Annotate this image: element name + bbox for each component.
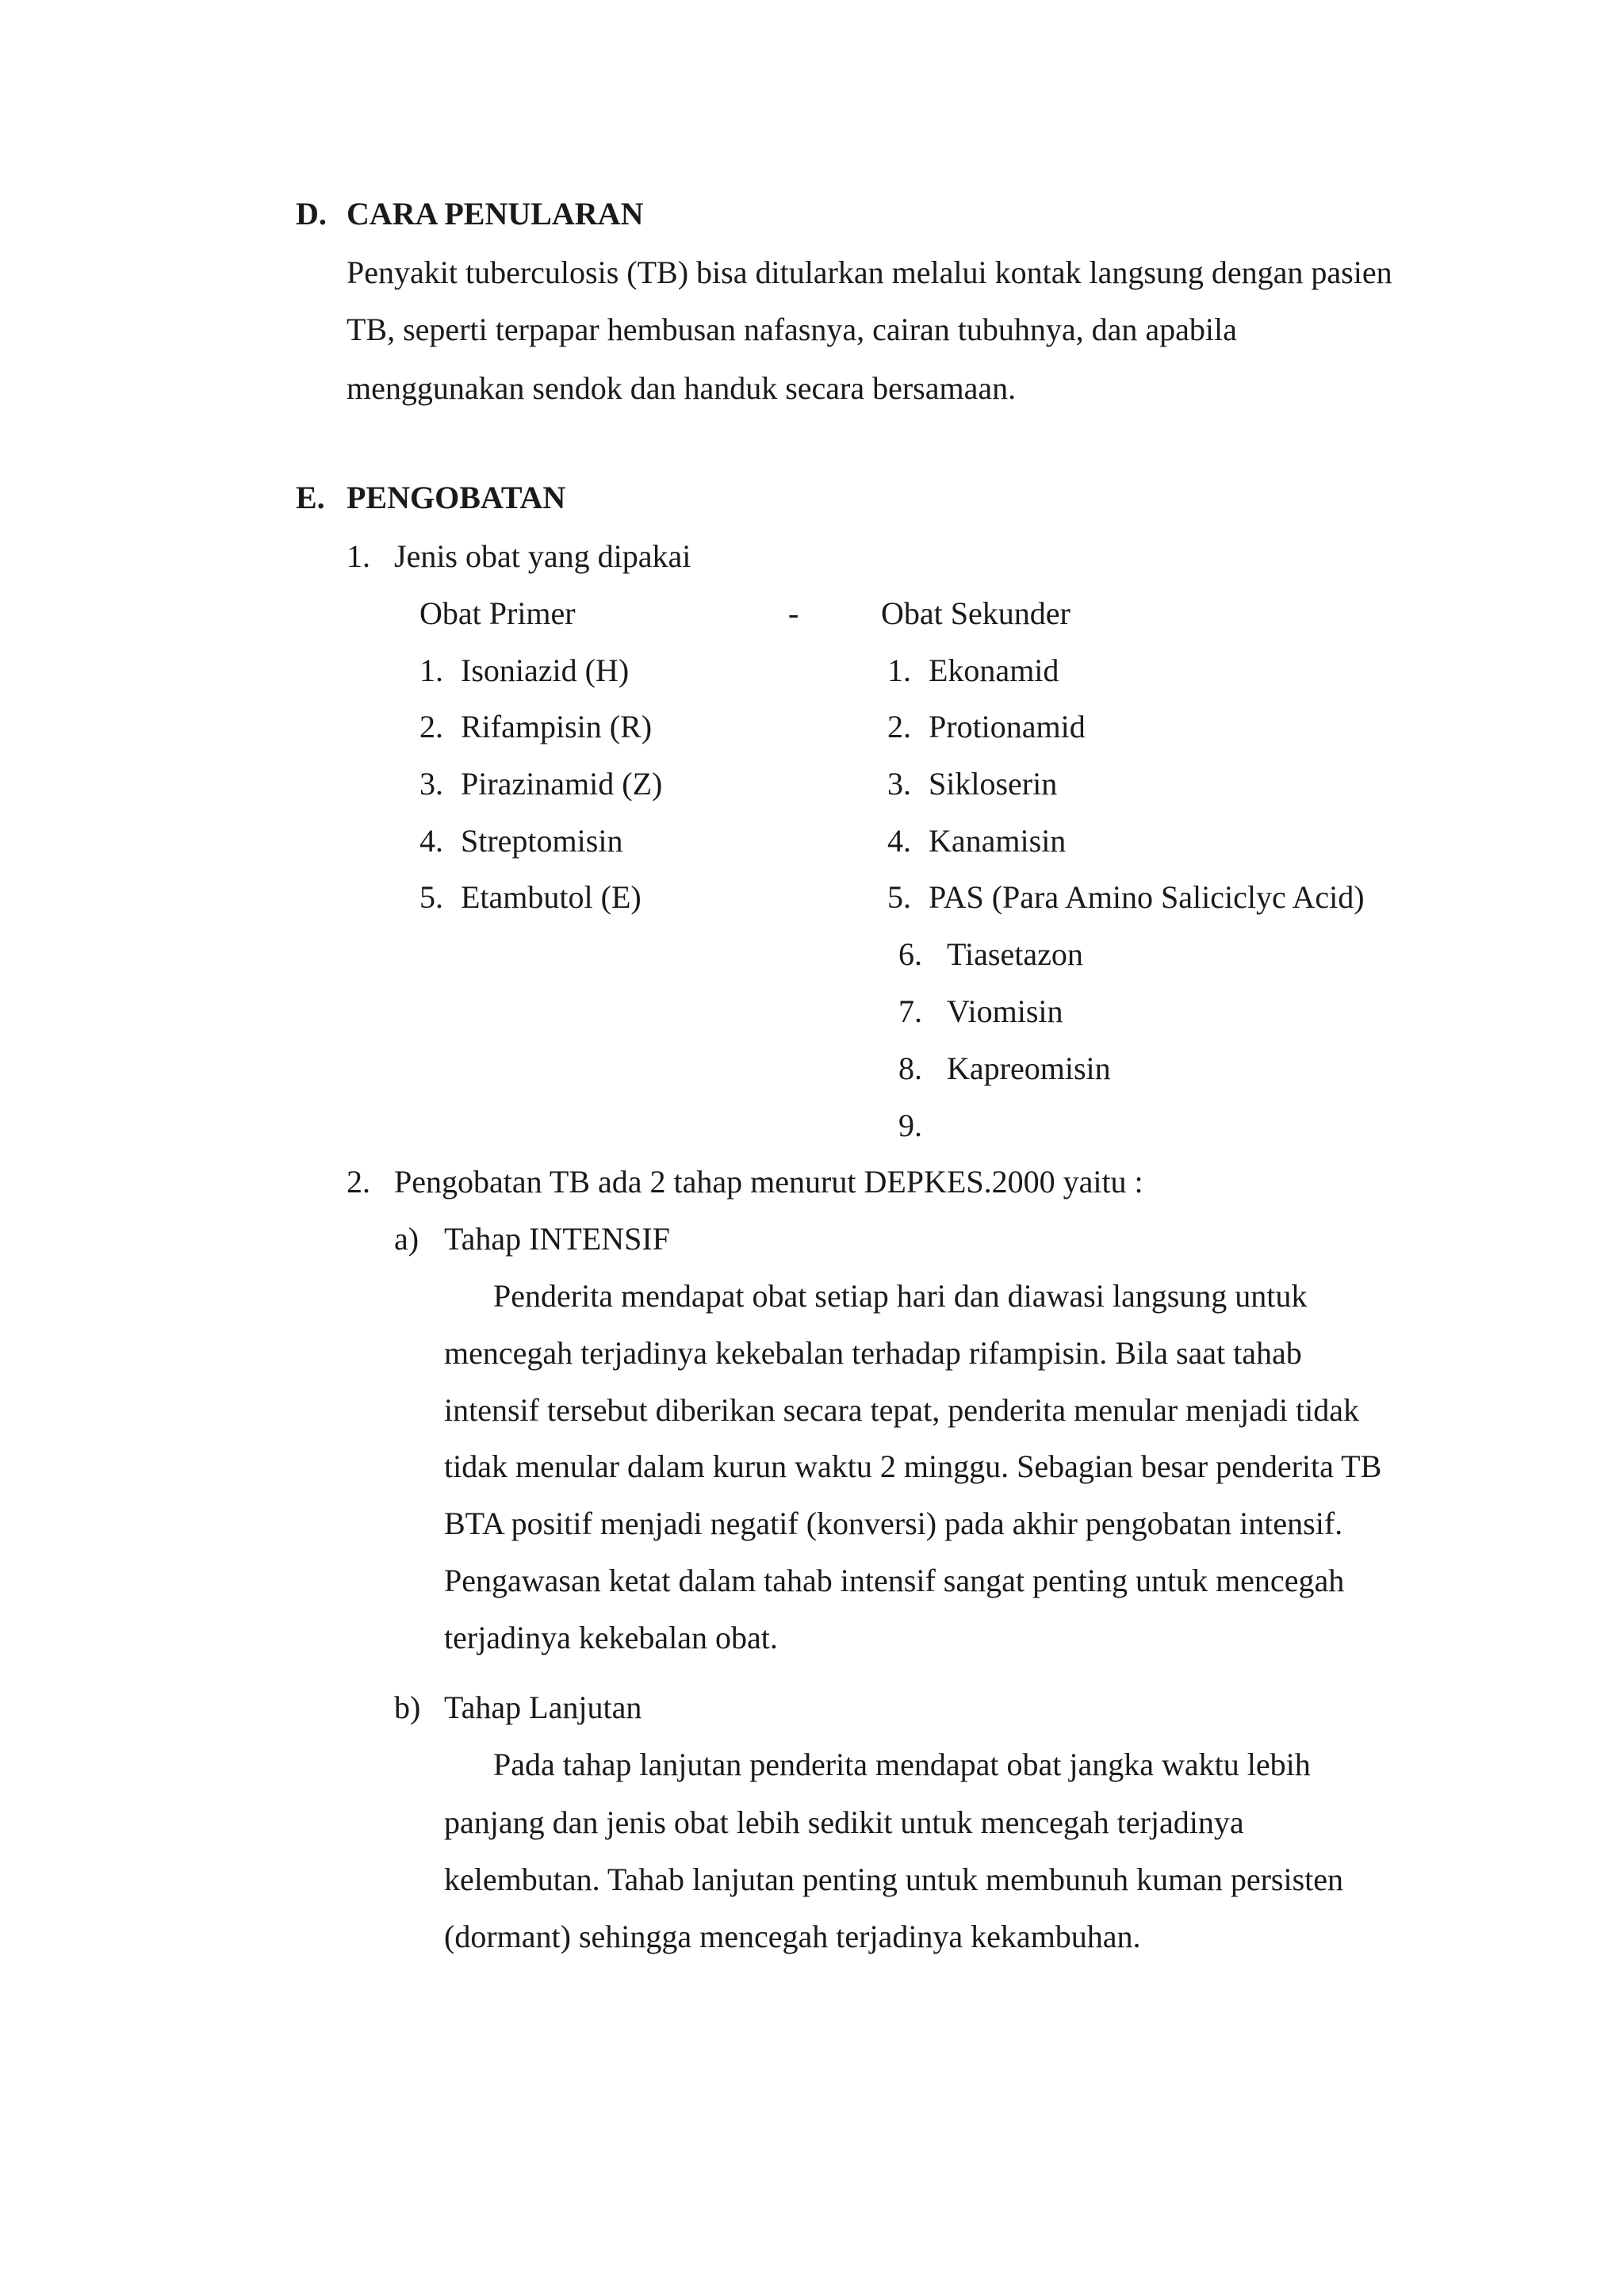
primary-drug-number: 1. [419, 652, 443, 688]
section-d-line-3: menggunakan sendok dan handuk secara bersamaan. [347, 370, 1017, 406]
stage-a-line-5: BTA positif menjadi negatif (konversi) pada akhir pengobatan intensif. [444, 1506, 1343, 1541]
primary-drug-number: 3. [419, 766, 443, 802]
stage-a-line-3: intensif tersebut diberikan secara tepat, penderita menular menjadi tidak [444, 1392, 1359, 1428]
item-1-text: Jenis obat yang dipakai [394, 538, 691, 574]
secondary-drug-name: Kapreomisin [947, 1050, 1111, 1086]
secondary-drug-name: Ekonamid [929, 652, 1059, 688]
secondary-drug-number: 1. [887, 652, 911, 688]
secondary-drug-name: PAS (Para Amino Saliciclyc Acid) [929, 879, 1365, 915]
primary-drug-name: Isoniazid (H) [461, 652, 630, 688]
primary-drug-name: Pirazinamid (Z) [461, 766, 663, 802]
item-1-number: 1. [347, 538, 370, 574]
stage-b-line-2: panjang dan jenis obat lebih sedikit untuk mencegah terjadinya [444, 1804, 1244, 1840]
header-dash: - [788, 595, 799, 631]
secondary-drug-number: 2. [887, 709, 911, 744]
stage-b-line-4: (dormant) sehingga mencegah terjadinya kekambuhan. [444, 1919, 1141, 1954]
primary-drugs-header: Obat Primer [419, 595, 576, 631]
secondary-drug-number: 5. [887, 879, 911, 915]
stage-b-line-3: kelembutan. Tahab lanjutan penting untuk membunuh kuman persisten [444, 1862, 1344, 1897]
stage-a-line-1: Penderita mendapat obat setiap hari dan diawasi langsung untuk [493, 1278, 1308, 1314]
primary-drug-name: Rifampisin (R) [461, 709, 653, 744]
secondary-drug-number: 9. [898, 1108, 922, 1143]
section-d-title: CARA PENULARAN [347, 196, 644, 232]
section-d-line-2: TB, seperti terpapar hembusan nafasnya, cairan tubuhnya, dan apabila [347, 312, 1237, 347]
primary-drug-number: 4. [419, 823, 443, 859]
secondary-drug-name: Protionamid [929, 709, 1086, 744]
primary-drug-number: 2. [419, 709, 443, 744]
secondary-drug-name: Kanamisin [929, 823, 1067, 859]
primary-drug-name: Streptomisin [461, 823, 623, 859]
section-e-title: PENGOBATAN [347, 480, 566, 515]
secondary-drug-number: 6. [898, 936, 922, 972]
item-2-text: Pengobatan TB ada 2 tahap menurut DEPKES.2000 yaitu : [394, 1164, 1143, 1200]
primary-drug-name: Etambutol (E) [461, 879, 642, 915]
stage-a-line-4: tidak menular dalam kurun waktu 2 minggu. Sebagian besar penderita TB [444, 1448, 1382, 1484]
stage-a-line-7: terjadinya kekebalan obat. [444, 1620, 778, 1655]
secondary-drug-name: Viomisin [947, 993, 1063, 1029]
secondary-drug-number: 7. [898, 993, 922, 1029]
secondary-drug-name: Tiasetazon [947, 936, 1083, 972]
primary-drug-number: 5. [419, 879, 443, 915]
secondary-drug-number: 8. [898, 1050, 922, 1086]
stage-b-title: Tahap Lanjutan [444, 1689, 642, 1725]
stage-a-title: Tahap INTENSIF [444, 1221, 670, 1257]
stage-a-line-6: Pengawasan ketat dalam tahab intensif sangat penting untuk mencegah [444, 1563, 1345, 1598]
secondary-drug-name: Sikloserin [929, 766, 1058, 802]
item-2-number: 2. [347, 1164, 370, 1200]
section-e-letter: E. [296, 480, 325, 515]
secondary-drug-number: 4. [887, 823, 911, 859]
section-d-letter: D. [296, 196, 327, 232]
stage-a-label: a) [394, 1221, 419, 1257]
stage-b-line-1: Pada tahap lanjutan penderita mendapat obat jangka waktu lebih [493, 1747, 1311, 1782]
section-d-line-1: Penyakit tuberculosis (TB) bisa ditularkan melalui kontak langsung dengan pasien [347, 254, 1392, 290]
stage-a-line-2: mencegah terjadinya kekebalan terhadap rifampisin. Bila saat tahab [444, 1335, 1302, 1371]
stage-b-label: b) [394, 1689, 421, 1725]
secondary-drug-number: 3. [887, 766, 911, 802]
secondary-drugs-header: Obat Sekunder [881, 595, 1071, 631]
